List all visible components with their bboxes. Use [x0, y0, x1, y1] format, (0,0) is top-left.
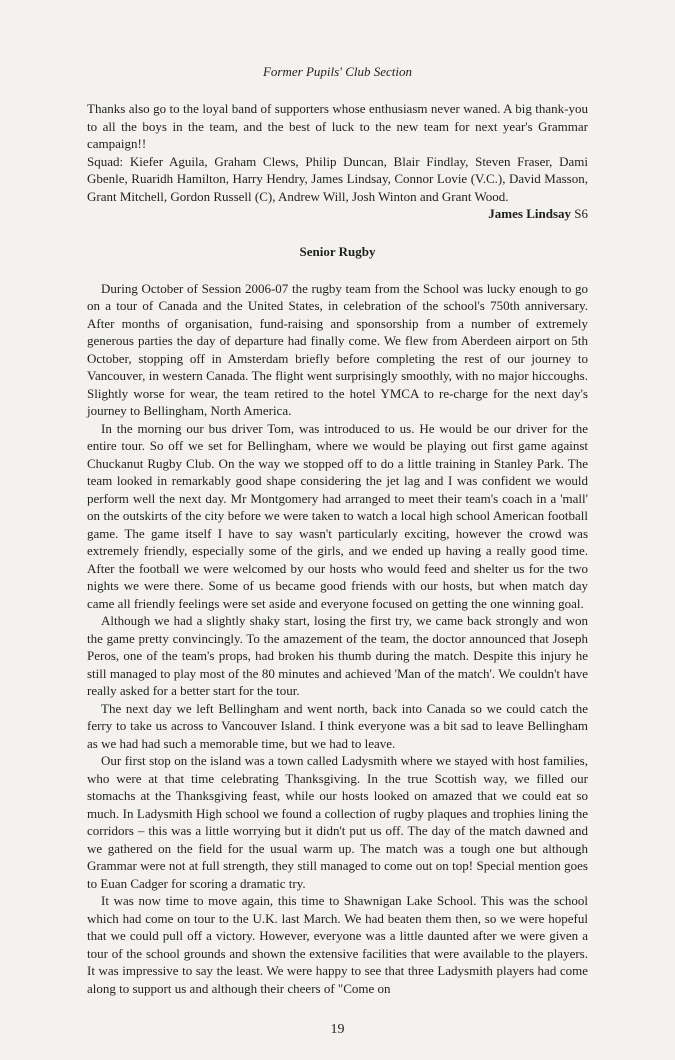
body-paragraph: Our first stop on the island was a town called Ladysmith where we stayed with host families, who were at that time celebrating Thanksgiving. In the true Scottish way, we filled our stomachs at the Thanksgiving feast, while our hosts looked on amazed that we could eat so much. In Ladysmith High school we found a collection of rugby plaques and trophies lining the corridors – this was a little worrying but it didn't put us off. The day of the match dawned and we gathered on the field for the usual warm up. The match was a tough one but although Grammar were not at full strength, they still managed to come out on top! Special mention goes to Euan Cadger for scoring a dramatic try.: [87, 753, 588, 891]
author-class: S6: [574, 206, 588, 221]
author-signature: [87, 205, 588, 223]
body-paragraph: The next day we left Bellingham and went north, back into Canada so we could catch the ferry to take us across to Vancouver Island. I think everyone was a bit sad to leave Bellingham as we had had such a memorable time, but we had to leave.: [87, 700, 588, 751]
body-paragraph: It was now time to move again, this time to Shawnigan Lake School. This was the school which had come on tour to the U.K. last March. We had beaten them then, so we were hopeful that we could pull off a victory. However, everyone was a little daunted after we were given a tour of the school grounds and shown the extensive facilities that were available to the players. It was impressive to say the least. We were happy to see that three Ladysmith players had come along to support us and although their cheers of "Come on: [87, 893, 588, 996]
page-number: 19: [330, 1022, 345, 1037]
body-paragraph: Although we had a slightly shaky start, losing the first try, we came back strongly and won the game pretty convincingly. To the amazement of the team, the doctor announced that Joseph Peros, one of the team's props, had broken his thumb during the match. Despite this injury he still managed to play most of the 80 minutes and achieved 'Man of the match'. We couldn't have really asked for a better start for the tour.: [87, 613, 588, 698]
thanks-paragraph: Thanks also go to the loyal band of supporters whose enthusiasm never waned. A big thank-you to all the boys in the team, and the best of luck to the new team for next year's Grammar campaign!!: [87, 101, 588, 151]
body-paragraph: In the morning our bus driver Tom, was introduced to us. He would be our driver for the entire tour. So off we set for Bellingham, where we would be playing out first game against Chuckanut Rugby Club. On the way we stopped off to do a little training in Stanley Park. The team looked in remarkably good shape considering the jet lag and I was confident we would perform well the next day. Mr Montgomery had arranged to meet their team's coach in a 'mall' on the outskirts of the city before we were taken to watch a local high school American football game. The game itself I have to say wasn't particularly exciting, however the crowd was extremely friendly, especially some of the girls, and we ended up having a really good time. After the football we were welcomed by our hosts who would feed and shelter us for the two nights we were there. Some of us became good friends with our hosts, but when match day came all friendly feelings were set aside and everyone focused on getting the one winning goal.: [87, 420, 588, 611]
squad-paragraph: Squad: Kiefer Aguila, Graham Clews, Philip Duncan, Blair Findlay, Steven Fraser, Dami Gbenle, Ruaridh Hamilton, Harry Hendry, James Lindsay, Connor Lovie (V.C.), David Masson, Grant Mitchell, Gordon Russell (C), Andrew Will, Josh Winton and Grant Wood.: [87, 153, 588, 204]
author-name: James Lindsay: [488, 206, 572, 221]
body-paragraph: During October of Session 2006-07 the rugby team from the School was lucky enough to go on a tour of Canada and the United States, in celebration of the school's 750th anniversary. After months of organisation, fund-raising and sponsorship from a number of extremely generous parties the day of departure had finally come. We flew from Aberdeen airport on 5th October, stopping off in Amsterdam briefly before completing the rest of our journey to Vancouver, in western Canada. The flight went surprisingly smoothly, with no major hiccoughs. Slightly worse for wear, the team retired to the hotel YMCA to re-charge for the next day's journey to Bellingham, North America.: [87, 280, 588, 418]
running-header: Former Pupils' Club Section: [262, 64, 413, 79]
section-title: Senior Rugby: [299, 243, 376, 259]
